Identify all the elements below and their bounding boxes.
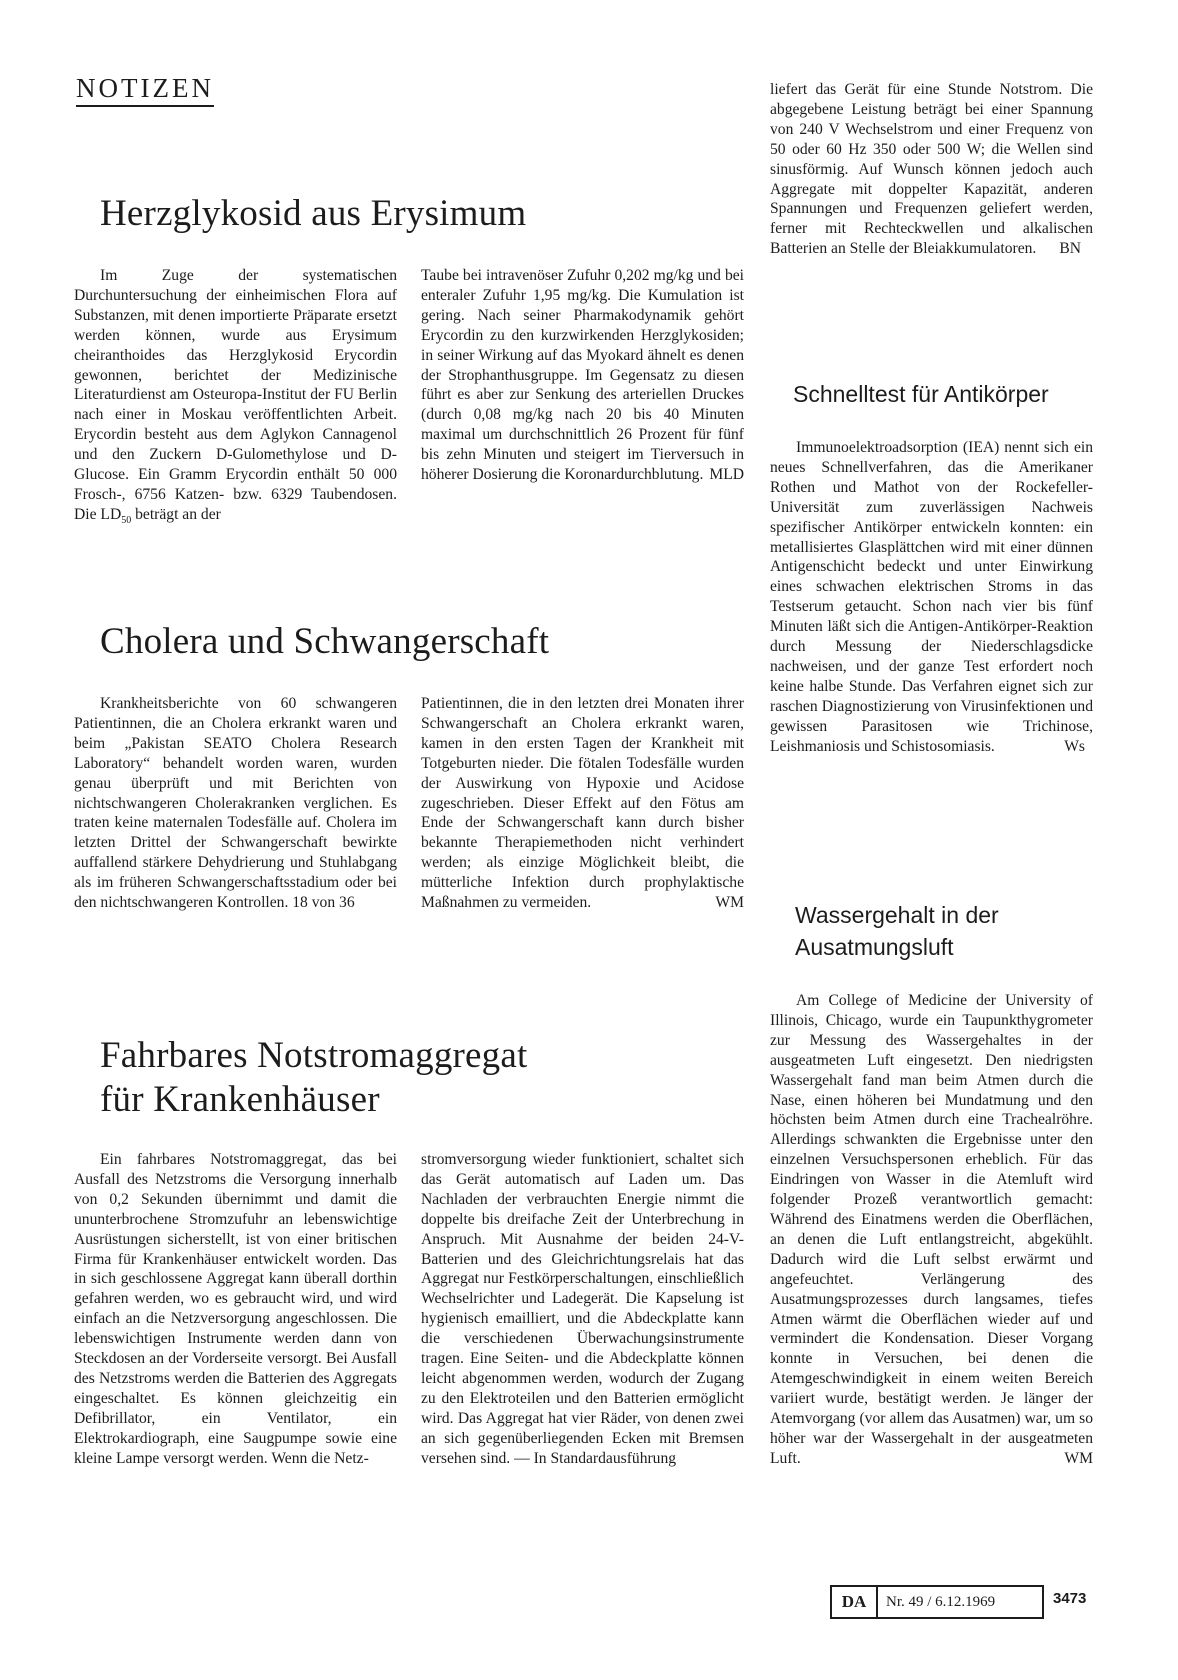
article-title-herzglykosid: Herzglykosid aus Erysimum: [100, 193, 527, 234]
article-title-notstrom-line-2: für Krankenhäuser: [100, 1079, 380, 1120]
article-title-cholera: Cholera und Schwangerschaft: [100, 621, 550, 662]
section-label: NOTIZEN: [76, 72, 214, 107]
article-herzglykosid-text-1-end: beträgt an der: [131, 505, 221, 523]
article-notstrom-text-2: stromversorgung wieder funktioniert, schaltet sich das Gerät automatisch auf Laden um. Das Nachladen der verbrauchten Energie nimmt die doppelte bis dreifache Zeit der Unterbrechung in Anspruch. Mit Ausnahme der beiden 24-V-Batterien und des Gleichrichtungsrelais hat das Aggregat nur Festkörperschaltungen, einschließlich Wechselrichter und Ladegerät. Die Kapselung ist hygienisch emailliert, und die Abdeckplatte kann die verschiedenen Überwachungsinstrumente tragen. Eine Seiten- und die Abdeckplatte können leicht abgenommen werden, wodurch der Zugang zu den Elektroteilen und den Batterien ermöglicht wird. Das Aggregat hat vier Räder, von denen zwei an sich gegenüberliegenden Ecken mit Bremsen versehen sind. — In Standardausführung: [421, 1151, 744, 1467]
article-cholera-column-2: [421, 694, 744, 913]
ld-subscript: 50: [121, 514, 132, 526]
article-title-wassergehalt-line-2: Ausatmungsluft: [795, 934, 954, 960]
article-title-notstrom: [100, 1034, 527, 1122]
article-cholera-text-2: Patientinnen, die in den letzten drei Monaten ihrer Schwangerschaft an Cholera erkrankt waren, kamen in den ersten Tagen der Krankheit mit Totgeburten nieder. Die fötalen Todesfälle wurden der Auswirkung von Hypoxie und Acidose zugeschrieben. Dieser Effekt auf den Fötus am Ende der Schwangerschaft kann durch bisher bekannte Therapiemethoden nicht verhindert werden; als einzige Möglichkeit bleibt, die mütterliche Infektion durch prophylaktische Maßnahmen zu vermeiden.: [421, 695, 744, 912]
article-notstrom-text-1: Ein fahrbares Notstromaggregat, das bei Ausfall des Netzstroms die Versorgung innerhalb von 0,2 Sekunden übernimmt und damit die ununterbrochene Stromzufuhr an lebenswichtige Ausrüstungen sicherstellt, ist von einer britischen Firma für Krankenhäuser entwickelt worden. Das in sich geschlossene Aggregat kann überall dorthin gefahren werden, wo es gebraucht wird, und wird einfach an die Netzversorgung angeschlossen. Die lebenswichtigen Instrumente werden dann von Steckdosen an der Vorderseite versorgt. Bei Ausfall des Netzstroms werden die Batterien des Aggregats eingeschaltet. Es können gleichzeitig ein Defibrillator, ein Ventilator, ein Elektrokardiograph, eine Saugpumpe sowie eine kleine Lampe versorgt werden. Wenn die Netz-: [74, 1151, 397, 1467]
article-herzglykosid-column-1: [74, 266, 397, 531]
signature-wm-cholera: WM: [715, 894, 744, 912]
article-wassergehalt-text: Am College of Medicine der University of Illinois, Chicago, wurde ein Taupunkthygrometer zur Messung des Wassergehaltes in der ausgeatmeten Luft eingesetzt. Den niedrigsten Wassergehalt fand man beim Atmen durch die Nase, einen höheren bei Mundatmung und den höchsten beim Atmen durch eine Trachealröhre. Allerdings schwankten die Ergebnisse unter den einzelnen Versuchspersonen erheblich. Für das Eindringen von Wasser in die Atemluft wird folgender Prozeß verantwortlich gemacht: Während des Einatmens werden die Oberflächen, an denen die Luft entlangstreicht, abgekühlt. Dadurch wird die Luft selbst erwärmt und angefeuchtet. Verlängerung des Ausatmungsprozesses durch langsames, tiefes Atmen wärmt die Oberflächen wieder auf und vermindert die Kondensation. Dieser Vorgang konnte in Versuchen, bei denen die Atemgeschwindigkeit in einem weiten Bereich variiert wurde, bestätigt werden. Je länger der Atemvorgang (vor allem das Ausatmen) war, um so höher war der Wassergehalt in der ausgeatmeten Luft.: [770, 992, 1093, 1467]
article-title-wassergehalt-line-1: Wassergehalt in der: [795, 902, 999, 928]
signature-wm-wassergehalt: WM: [1064, 1449, 1093, 1467]
article-herzglykosid-column-2: [421, 266, 744, 485]
article-cholera-text-1: Krankheitsberichte von 60 schwangeren Patientinnen, die an Cholera erkrankt waren und beim „Pakistan SEATO Cholera Research Laboratory“ behandelt worden waren, wurden genau überprüft und mit Berichten von nichtschwangeren Cholerakranken verglichen. Es traten keine maternalen Todesfälle auf. Cholera im letzten Drittel der Schwangerschaft bewirkte auffallend stärkere Dehydrierung und Stuhlabgang als im früheren Schwangerschaftsstadium oder bei den nichtschwangeren Kontrollen. 18 von 36: [74, 695, 397, 912]
article-herzglykosid-text-2: Taube bei intravenöser Zufuhr 0,202 mg/kg und bei enteraler Zufuhr 1,95 mg/kg. Die Kumulation ist gering. Nach seiner Pharmakodynamik gehört Erycordin zu den kurzwirkenden Herzglykosiden; in seiner Wirkung auf das Myokard ähnelt es denen der Strophanthusgruppe. Im Gegensatz zu diesen führt es aber zur Senkung des arteriellen Druckes (durch 0,08 mg/kg nach 20 bis 40 Minuten maximal um durchschnittlich 26 Prozent für fünf bis zehn Minuten und steigert im Tierversuch in höherer Dosierung die Koronardurchblutung.: [421, 267, 744, 484]
article-title-schnelltest: Schnelltest für Antikörper: [793, 381, 1049, 407]
footer-issue-box: [830, 1585, 1044, 1619]
journal-abbreviation: DA: [832, 1587, 878, 1617]
signature-ws: Ws: [1064, 737, 1085, 755]
article-notstrom-column-3: [770, 80, 1093, 259]
article-notstrom-column-2: [421, 1150, 744, 1469]
issue-number: Nr. 49 / 6.12.1969: [886, 1594, 996, 1610]
article-schnelltest-body: [770, 438, 1093, 757]
article-title-wassergehalt: [795, 899, 999, 963]
article-schnelltest-text: Immunoelektroadsorption (IEA) nennt sich ein neues Schnellverfahren, das die Amerikaner Rothen und Mathot von der Rockefeller-Universität zum zuverlässigen Nachweis spezifischer Antikörper entwickeln konnten: ein metallisiertes Glasplättchen wird mit einer dünnen Antigenschicht bedeckt und unter Einwirkung eines schwachen elektrischen Stroms in das Testserum getaucht. Schon nach vier bis fünf Minuten läßt sich die Antigen-Antikörper-Reaktion durch Messung der Niederschlagsdicke nachweisen, und der ganze Test erfordert noch keine halbe Stunde. Das Verfahren eignet sich zur raschen Diagnostizierung von Virusinfektionen und gewissen Parasitosen wie Trichinose, Leishmaniosis und Schistosomiasis.: [770, 439, 1093, 755]
article-title-notstrom-line-1: Fahrbares Notstromaggregat: [100, 1035, 528, 1076]
signature-mld: MLD: [709, 466, 744, 484]
article-notstrom-text-3: liefert das Gerät für eine Stunde Notstrom. Die abgegebene Leistung beträgt bei einer Spannung von 240 V Wechselstrom und einer Frequenz von 50 oder 60 Hz 350 oder 500 W; die Wellen sind sinusförmig. Auf Wunsch können jedoch auch Aggregate mit doppelter Kapazität, anderen Spannungen und Frequenzen geliefert werden, ferner mit Rechteckwellen und alkalischen Batterien an Stelle der Bleiakkumulatoren.: [770, 81, 1093, 258]
article-cholera-column-1: [74, 694, 397, 913]
signature-bn: BN: [1059, 240, 1081, 258]
page-number: 3473: [1053, 1590, 1087, 1607]
article-wassergehalt-body: [770, 991, 1093, 1469]
article-notstrom-column-1: [74, 1150, 397, 1469]
article-herzglykosid-text-1: Im Zuge der systematischen Durchuntersuchung der einheimischen Flora auf Substanzen, mit denen importierte Präparate ersetzt werden können, wurde aus Erysimum cheiranthoides das Herzglykosid Erycordin gewonnen, berichtet der Medizinische Literaturdienst am Osteuropa-Institut der FU Berlin nach einer in Moskau veröffentlichten Arbeit. Erycordin besteht aus dem Aglykon Cannagenol und den Zuckern D-Gulomethylose und D-Glucose. Ein Gramm Erycordin enthält 50 000 Frosch-, 6756 Katzen- bzw. 6329 Taubendosen. Die LD: [74, 267, 397, 523]
